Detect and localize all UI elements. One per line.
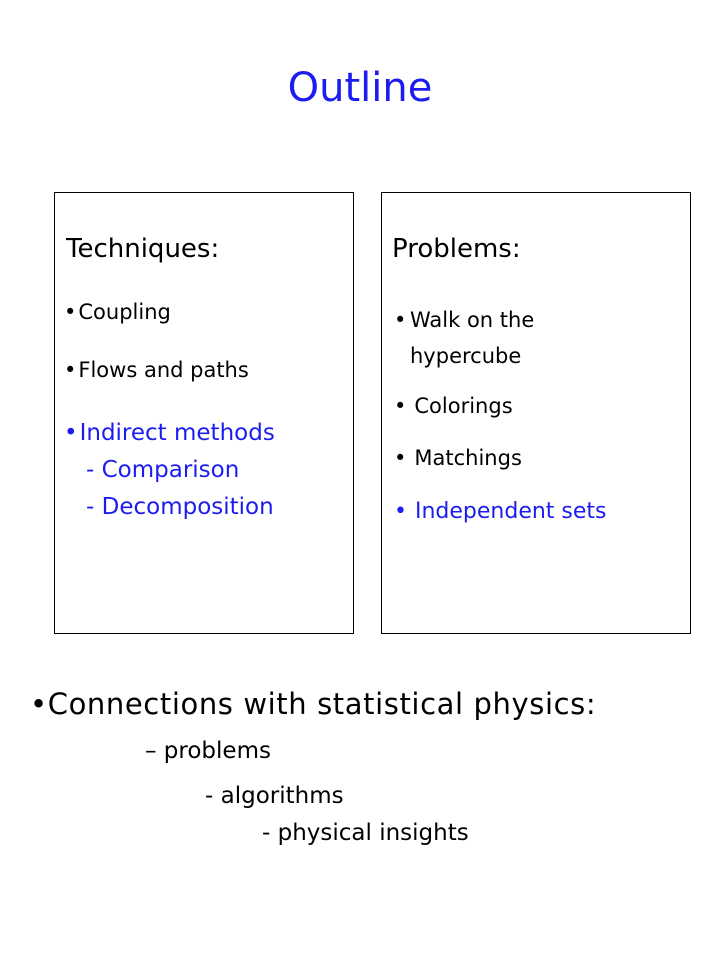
bullet-icon: • bbox=[64, 300, 77, 324]
problem-item-hypercube bbox=[394, 302, 624, 374]
connections-level-algorithms: - algorithms bbox=[205, 783, 344, 809]
bullet-icon: • bbox=[394, 394, 407, 418]
techniques-box bbox=[54, 192, 354, 634]
technique-subitem-comparison: - Comparison bbox=[86, 457, 240, 483]
technique-item-indirect bbox=[64, 418, 275, 448]
problem-item-independent-sets bbox=[394, 498, 607, 526]
techniques-heading: Techniques: bbox=[66, 234, 220, 264]
problems-heading: Problems: bbox=[392, 234, 521, 264]
technique-label: Flows and paths bbox=[78, 358, 249, 382]
technique-label: Indirect methods bbox=[79, 420, 275, 446]
connections-heading bbox=[30, 684, 596, 724]
problem-item-matchings bbox=[394, 444, 522, 472]
connections-level-problems: – problems bbox=[145, 738, 271, 764]
technique-subitem-decomposition: - Decomposition bbox=[86, 494, 274, 520]
bullet-icon: • bbox=[394, 499, 407, 524]
bullet-icon: • bbox=[64, 420, 78, 446]
technique-label: Coupling bbox=[78, 300, 171, 324]
bullet-icon: • bbox=[394, 308, 407, 332]
problem-label: Walk on the hypercube bbox=[410, 308, 535, 368]
bullet-icon: • bbox=[30, 687, 48, 721]
problem-label: Independent sets bbox=[414, 499, 607, 524]
problems-box bbox=[381, 192, 691, 634]
slide-title: Outline bbox=[287, 65, 433, 111]
problem-item-colorings bbox=[394, 392, 513, 420]
connections-label: Connections with statistical physics: bbox=[47, 687, 597, 721]
technique-item-coupling bbox=[64, 298, 171, 326]
connections-level-insights: - physical insights bbox=[262, 820, 469, 846]
technique-item-flows bbox=[64, 356, 249, 384]
bullet-icon: • bbox=[394, 446, 407, 470]
problem-label: Colorings bbox=[414, 394, 513, 418]
bullet-icon: • bbox=[64, 358, 77, 382]
problem-label: Matchings bbox=[414, 446, 522, 470]
